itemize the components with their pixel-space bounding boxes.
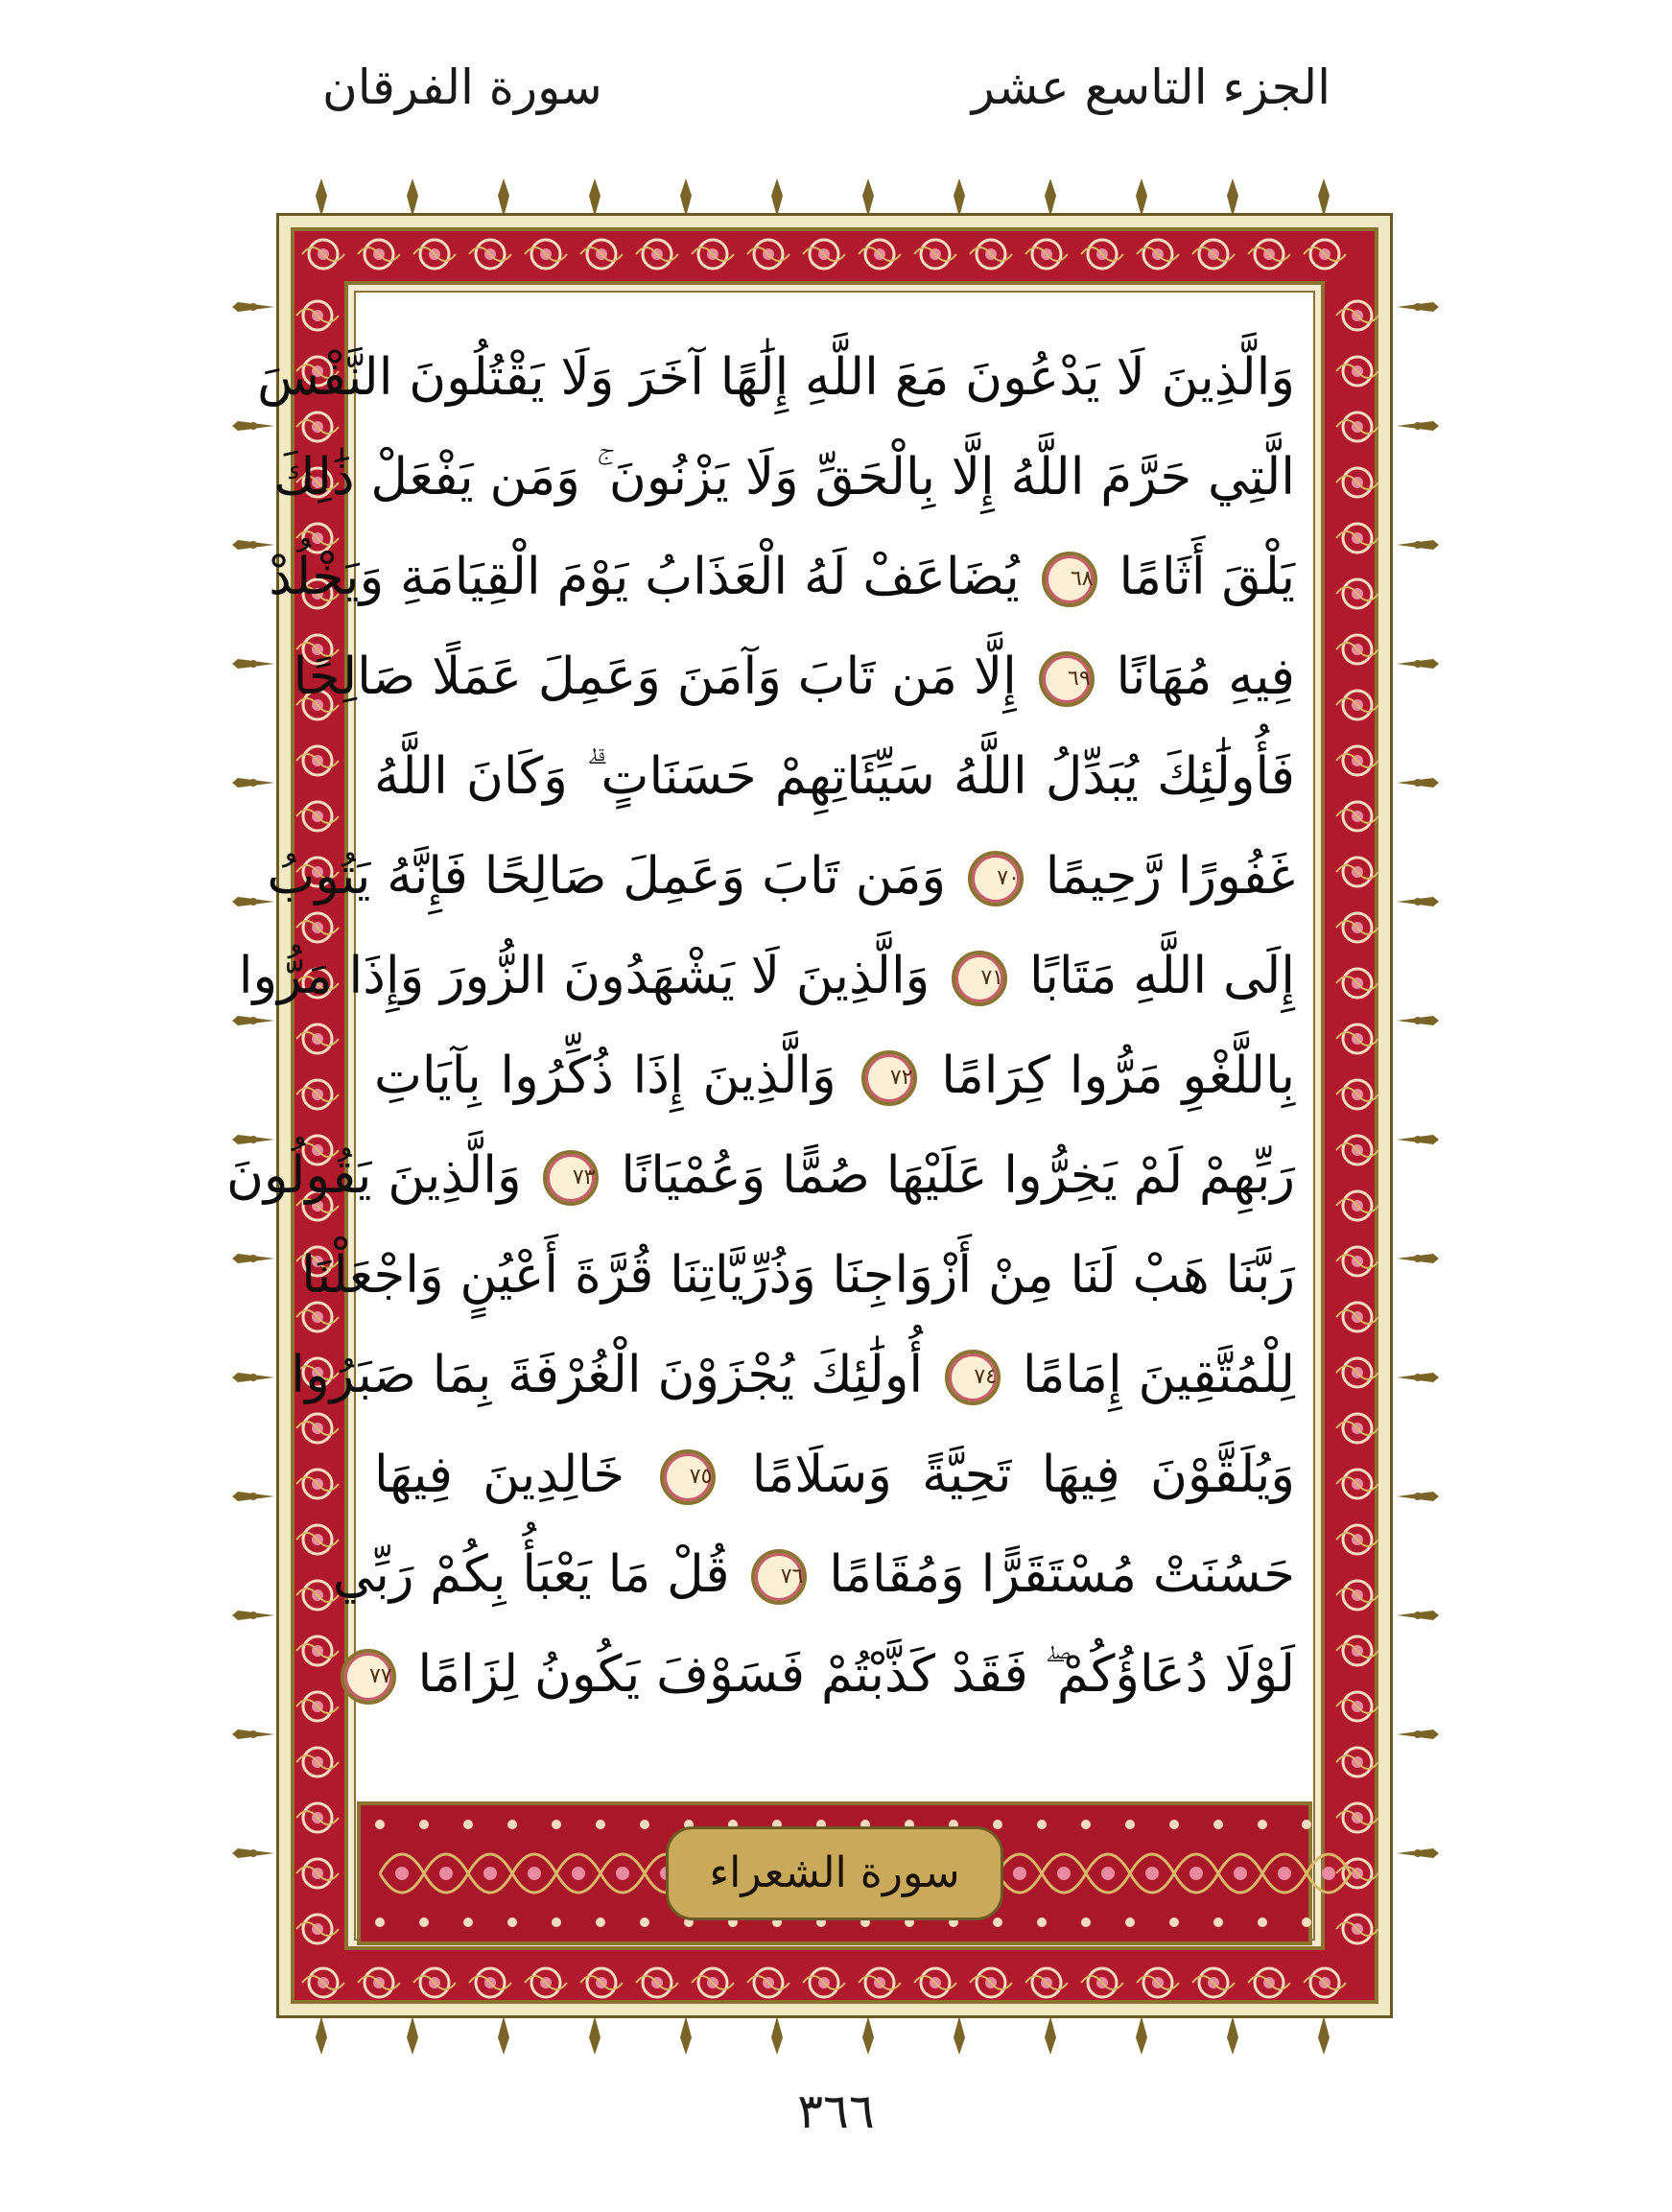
- finial-icon: [589, 178, 601, 217]
- line-text: وَيُلَقَّوْنَ فِيهَا تَحِيَّةً وَسَلَامًا: [751, 1446, 1295, 1504]
- surah-name-label: سورة الفرقان: [322, 59, 602, 115]
- juz-label: الجزء التاسع عشر: [971, 59, 1331, 115]
- text-line: [293, 627, 1295, 727]
- text-line: رَبَّنَا هَبْ لَنَا مِنْ أَزْوَاجِنَا وَذُرِّيَّاتِنَا قُرَّةَ أَعْيُنٍ وَاجْعَلْنَا: [301, 1246, 1295, 1305]
- ayah-marker: ٧٥: [660, 1449, 716, 1505]
- finial-icon: [1136, 2016, 1147, 2055]
- ayah-marker: ٦٨: [1042, 552, 1097, 607]
- line-text: إِلَّا مَن تَابَ وَآمَنَ وَعَمِلَ عَمَلًا صَالِحًا: [293, 647, 1017, 706]
- line-text: يَلْقَ أَثَامًا: [1119, 548, 1295, 606]
- finial-icon: [1227, 178, 1238, 217]
- text-line: [291, 1326, 1295, 1425]
- finial-icon: [316, 2016, 327, 2055]
- finial-icon: [1318, 2016, 1330, 2055]
- text-line: [225, 1126, 1295, 1226]
- line-text: بِاللَّغْوِ مَرُّوا كِرَامًا: [941, 1047, 1295, 1105]
- line-text: وَالَّذِينَ إِذَا ذُكِّرُوا بِآيَاتِ: [374, 1047, 836, 1105]
- finial-icon: [862, 178, 874, 217]
- text-line: [238, 927, 1295, 1026]
- line-text: قُلْ مَا يَعْبَأُ بِكُمْ رَبِّي: [332, 1545, 730, 1604]
- ayah-marker: ٧٢: [861, 1050, 917, 1106]
- text-line: الَّتِي حَرَّمَ اللَّهُ إِلَّا بِالْحَقِّ وَلَا يَزْنُونَ ۚ وَمَن يَفْعَلْ ذَٰلِكَ: [273, 448, 1295, 506]
- finial-icon: [771, 2016, 783, 2055]
- line-text: وَالَّذِينَ يَقُولُونَ: [225, 1146, 522, 1205]
- finial-icon: [680, 178, 692, 217]
- finial-icon: [498, 178, 509, 217]
- right-finials: [1391, 288, 1445, 1957]
- finial-icon: [1318, 178, 1330, 217]
- line-text: فِيهِ مُهَانًا: [1116, 647, 1295, 706]
- ayah-marker: ٧٠: [968, 851, 1024, 906]
- finial-icon: [954, 178, 965, 217]
- finial-icon: [680, 2016, 692, 2055]
- line-text: إِلَى اللَّهِ مَتَابًا: [1028, 947, 1295, 1005]
- line-text: يُضَاعَفْ لَهُ الْعَذَابُ يَوْمَ الْقِيَامَةِ وَيَخْلُدْ: [269, 548, 1020, 606]
- ayah-marker: ٧٧: [341, 1649, 396, 1705]
- finial-icon: [1227, 2016, 1238, 2055]
- finial-icon: [1045, 178, 1056, 217]
- finial-icon: [407, 178, 418, 217]
- ayah-marker: ٧١: [952, 951, 1007, 1006]
- line-text: رَبِّهِمْ لَمْ يَخِرُّوا عَلَيْهَا صُمًّا وَعُمْيَانًا: [621, 1146, 1295, 1205]
- line-text: لَوْلَا دُعَاؤُكُمْ ۖ فَقَدْ كَذَّبْتُمْ فَسَوْفَ يَكُونُ لِزَامًا: [417, 1645, 1295, 1704]
- text-line: [368, 1625, 1295, 1725]
- line-text: خَالِدِينَ فِيهَا: [374, 1446, 625, 1504]
- page-number: ٣٦٦: [797, 2083, 875, 2139]
- ayah-marker: ٧٦: [751, 1549, 807, 1605]
- text-line: [374, 1026, 1295, 1126]
- line-text: وَالَّذِينَ لَا يَشْهَدُونَ الزُّورَ وَإِذَا مَرُّوا: [238, 947, 930, 1005]
- next-surah-title: سورة الشعراء: [709, 1848, 960, 1897]
- quran-text: [225, 328, 1295, 1794]
- text-line: فَأُولَٰئِكَ يُبَدِّلُ اللَّهُ سَيِّئَاتِهِمْ حَسَنَاتٍ ۗ وَكَانَ اللَّهُ: [374, 747, 1295, 806]
- finial-icon: [771, 178, 783, 217]
- line-text: لِلْمُتَّقِينَ إِمَامًا: [1022, 1346, 1295, 1404]
- line-text: غَفُورًا رَّحِيمًا: [1045, 847, 1295, 906]
- finial-icon: [1045, 2016, 1056, 2055]
- ayah-marker: ٦٩: [1039, 651, 1095, 707]
- text-line: [332, 1525, 1295, 1625]
- text-line: [374, 1425, 1295, 1525]
- surah-title-banner: [357, 1801, 1312, 1945]
- finial-icon: [862, 2016, 874, 2055]
- bottom-finials: [0, 2012, 1672, 2059]
- finial-icon: [498, 2016, 509, 2055]
- finial-icon: [589, 2016, 601, 2055]
- finial-icon: [954, 2016, 965, 2055]
- line-text: أُولَٰئِكَ يُجْزَوْنَ الْغُرْفَةَ بِمَا صَبَرُوا: [291, 1346, 924, 1404]
- finial-icon: [407, 2016, 418, 2055]
- text-line: [267, 827, 1295, 927]
- line-text: حَسُنَتْ مُسْتَقَرًّا وَمُقَامًا: [829, 1545, 1295, 1604]
- ayah-marker: ٧٤: [945, 1350, 1001, 1405]
- finial-icon: [316, 178, 327, 217]
- finial-icon: [1136, 178, 1147, 217]
- surah-title-cartouche: [666, 1826, 1003, 1920]
- text-line: [269, 528, 1295, 627]
- ayah-marker: ٧٣: [543, 1150, 599, 1206]
- text-line: وَالَّذِينَ لَا يَدْعُونَ مَعَ اللَّهِ إِلَٰهًا آخَرَ وَلَا يَقْتُلُونَ النَّفْسَ: [257, 348, 1295, 407]
- line-text: وَمَن تَابَ وَعَمِلَ صَالِحًا فَإِنَّهُ يَتُوبُ: [267, 847, 947, 906]
